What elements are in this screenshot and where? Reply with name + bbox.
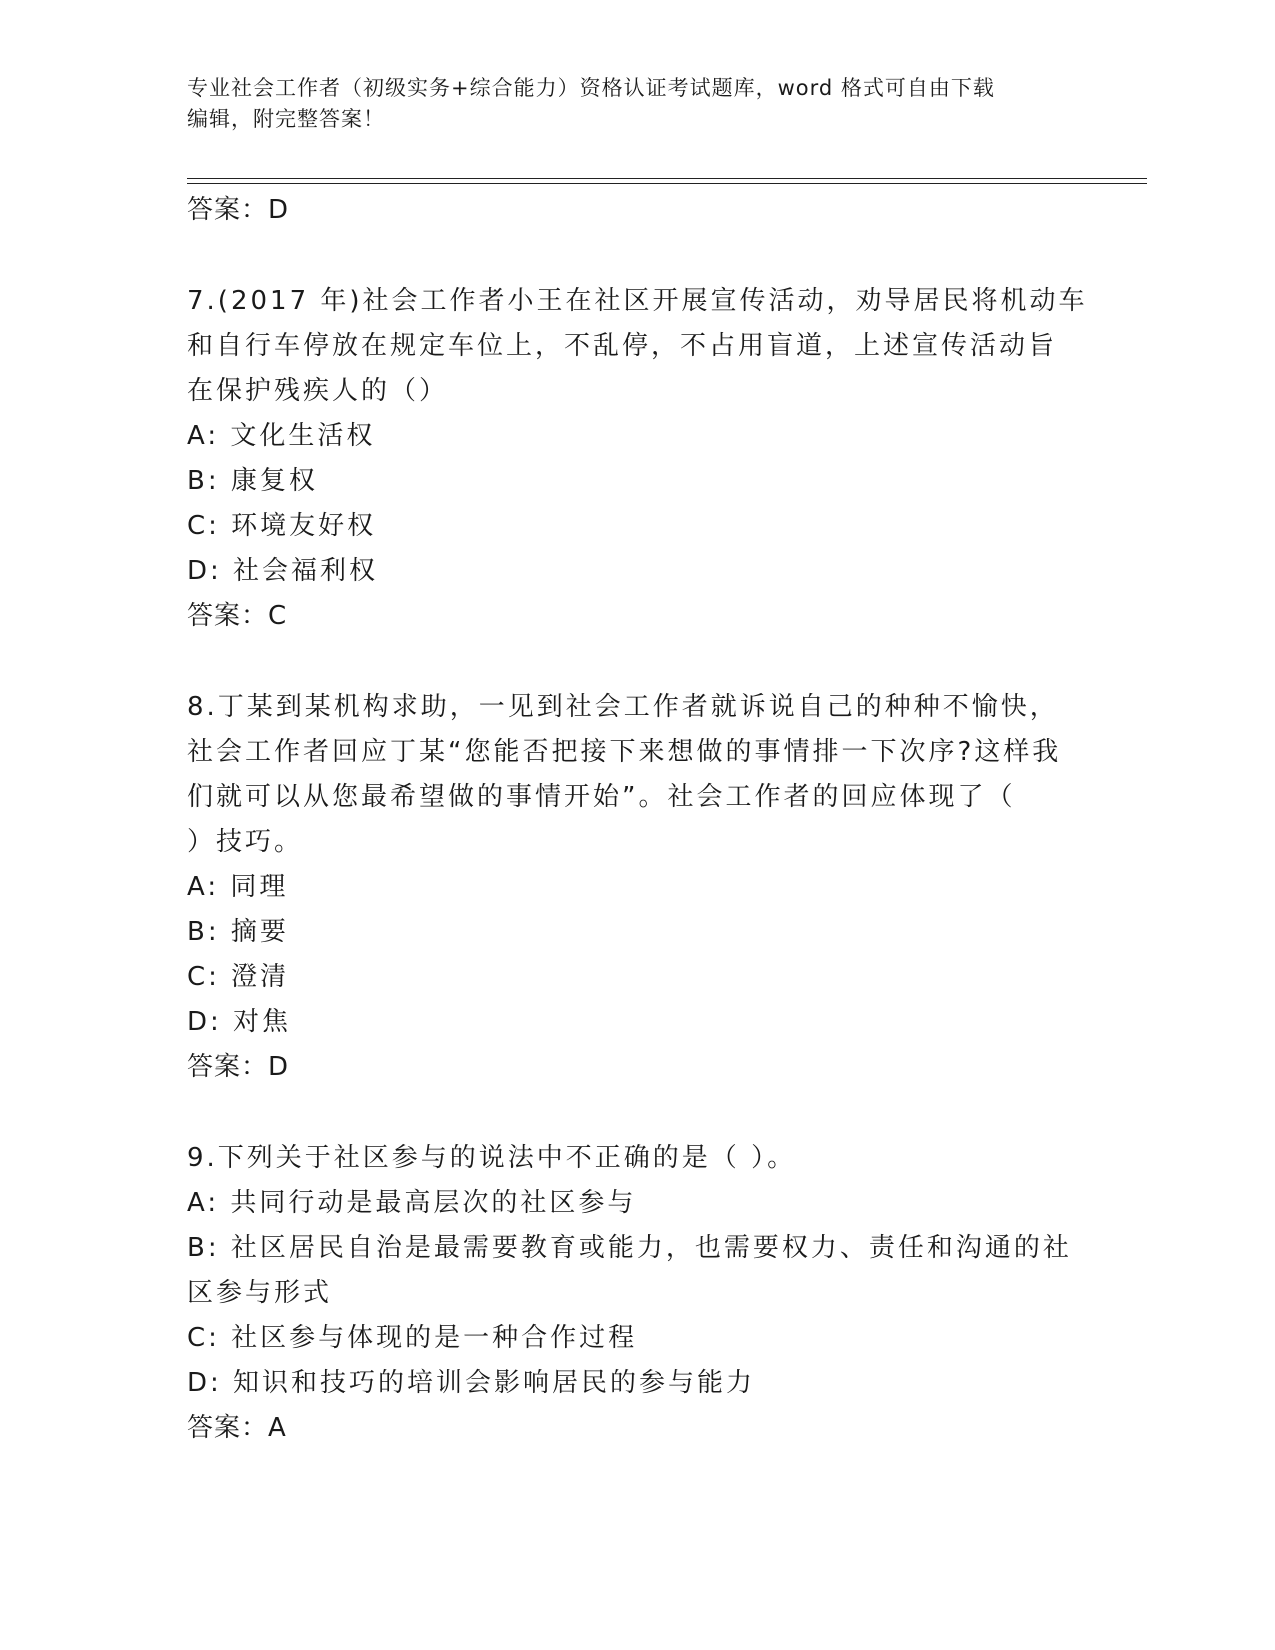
answer-line: 答案：A (187, 1413, 287, 1443)
option-c: C: 环境友好权 (187, 511, 377, 541)
header-divider (187, 178, 1147, 179)
question-block (187, 685, 1087, 1090)
question-stem-line: 7.(2017 年)社会工作者小王在社区开展宣传活动，劝导居民将机动车 (187, 286, 1088, 316)
header-line-2: 编辑，附完整答案！ (187, 107, 385, 131)
question-block (187, 1136, 1087, 1451)
question-stem-line: 在保护残疾人的（） (187, 376, 449, 406)
option-c: C: 澄清 (187, 962, 290, 992)
question-stem-line: 们就可以从您最希望做的事情开始”。社会工作者的回应体现了（ (187, 782, 1016, 812)
question-stem-line: 社会工作者回应丁某“您能否把接下来想做的事情排一下次序?这样我 (187, 737, 1062, 767)
option-b-continued: 区参与形式 (187, 1278, 333, 1308)
question-stem-line: 9.下列关于社区参与的说法中不正确的是（ ）。 (187, 1143, 797, 1173)
option-d: D: 对焦 (187, 1007, 292, 1037)
option-a: A: 共同行动是最高层次的社区参与 (187, 1188, 637, 1218)
header-line-1: 专业社会工作者（初级实务+综合能力）资格认证考试题库，word 格式可自由下载 (187, 76, 995, 100)
answer-line: 答案：D (187, 195, 290, 225)
option-b: B: 康复权 (187, 466, 318, 496)
question-stem-line: ）技巧。 (187, 827, 304, 857)
question-block (187, 279, 1087, 639)
option-b: B: 摘要 (187, 917, 289, 947)
question-stem-line: 8.丁某到某机构求助，一见到社会工作者就诉说自己的种种不愉快， (187, 692, 1059, 722)
option-b: B: 社区居民自治是最需要教育或能力，也需要权力、责任和沟通的社 (187, 1233, 1072, 1263)
option-a: A: 同理 (187, 872, 289, 902)
option-c: C: 社区参与体现的是一种合作过程 (187, 1323, 638, 1353)
option-d: D: 社会福利权 (187, 556, 379, 586)
question-stem-line: 和自行车停放在规定车位上，不乱停，不占用盲道，上述宣传活动旨 (187, 331, 1058, 361)
header-divider-secondary (187, 183, 1147, 184)
page-header (187, 73, 1097, 135)
question-content (187, 188, 1087, 1451)
option-d: D: 知识和技巧的培训会影响居民的参与能力 (187, 1368, 756, 1398)
option-a: A: 文化生活权 (187, 421, 376, 451)
answer-line: 答案：C (187, 601, 288, 631)
answer-line: 答案：D (187, 1052, 290, 1082)
